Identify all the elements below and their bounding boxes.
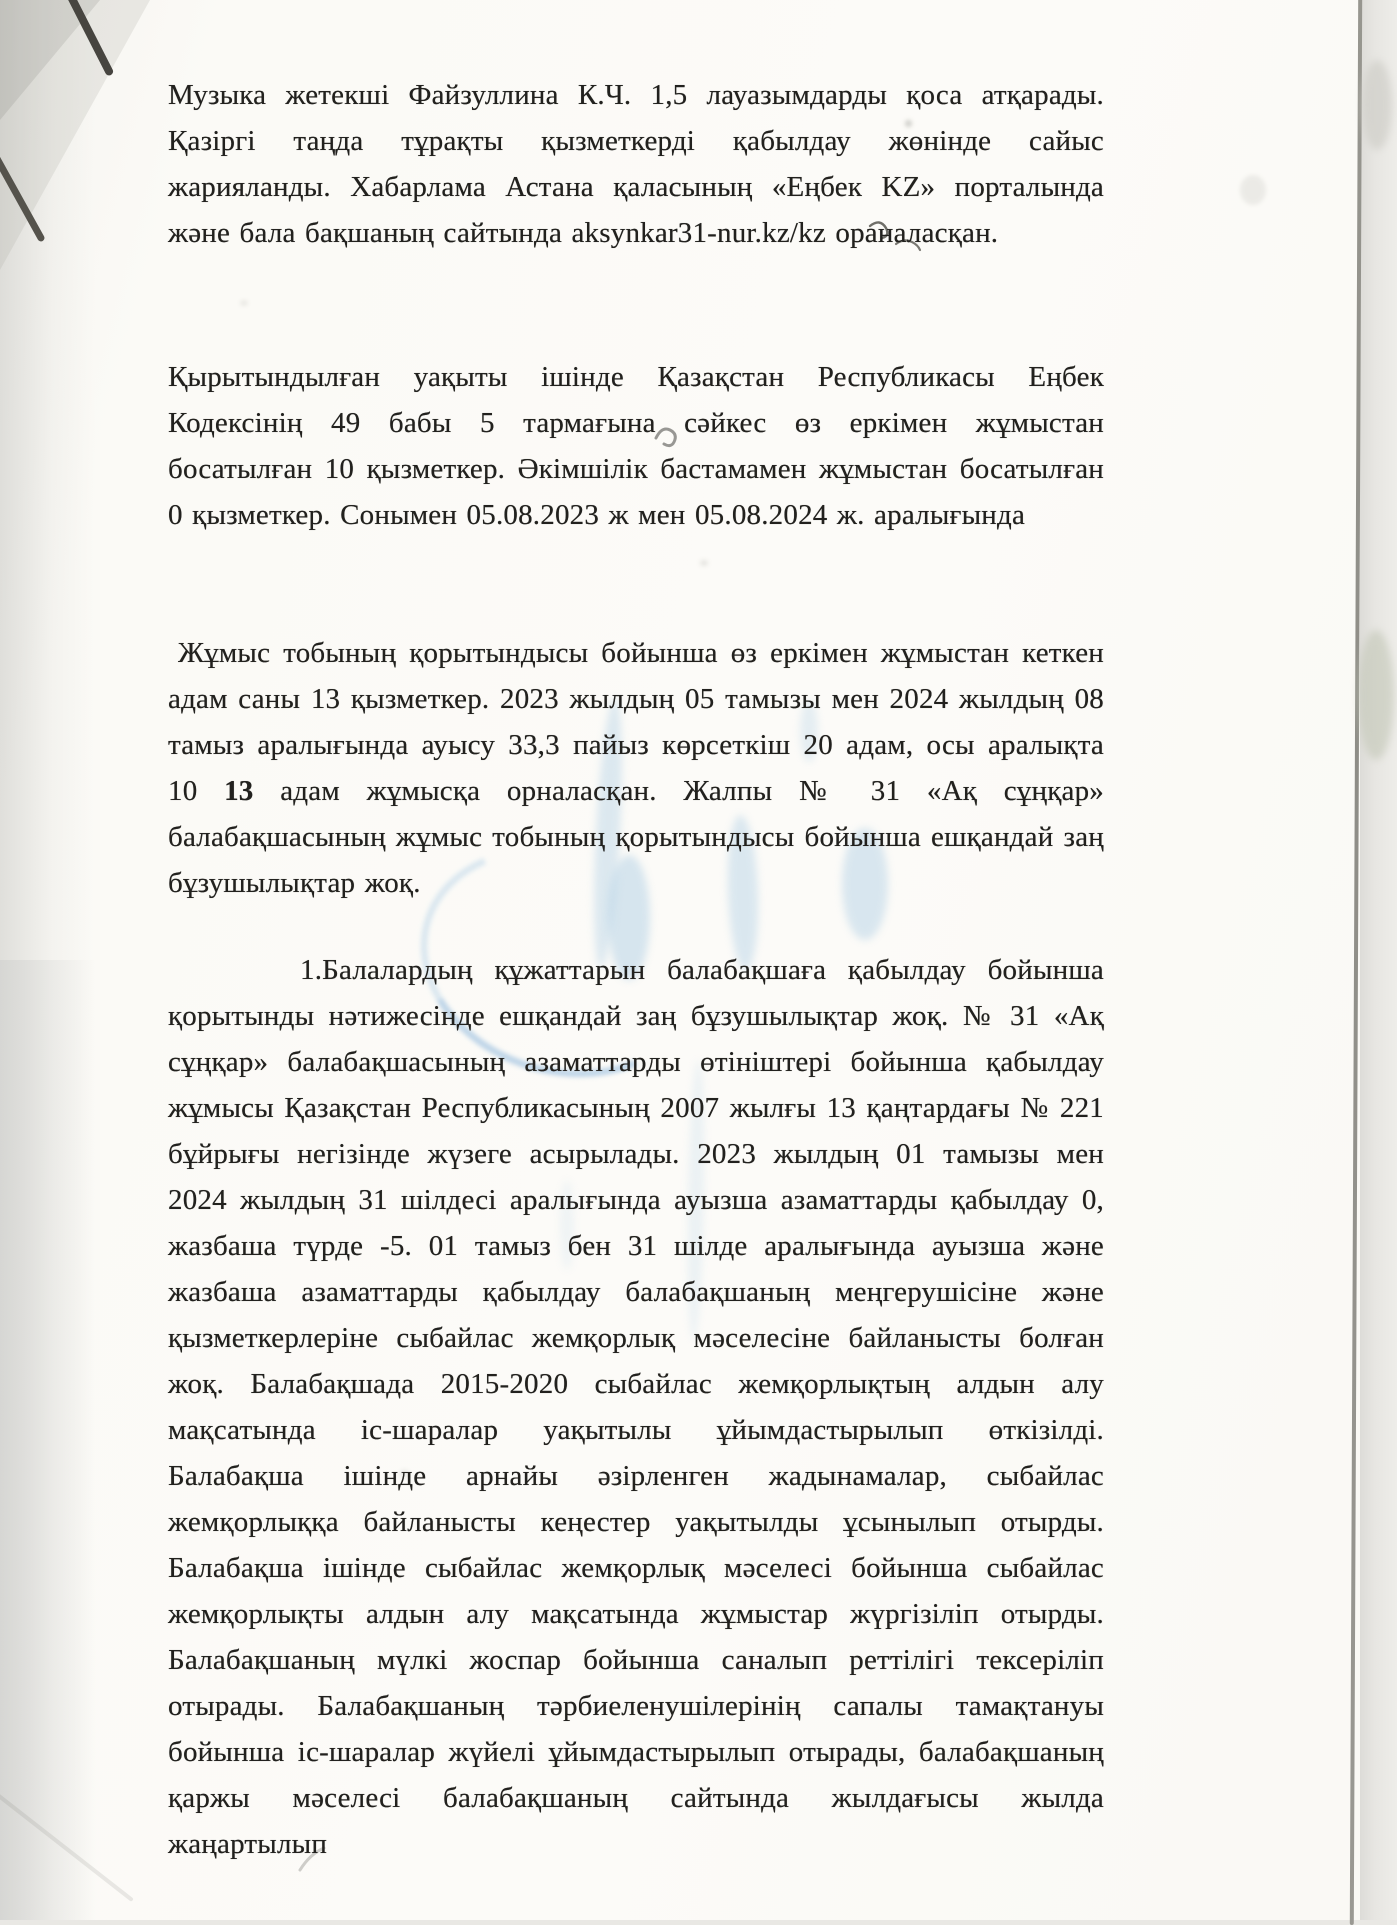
paragraph-labor-code-dismissals: Қырытындылған уақыты ішінде Қазақстан Республикасы Еңбек Кодексінің 49 бабы 5 тармағына сәйкес өз еркімен жұмыстан босатылған 10 қызметкер. Әкімшілік бастамамен жұмыстан босатылған 0 қызметкер. Сонымен 05.08.2023 ж мен 05.08.2024 ж. аралығында xyxy=(168,361,1104,531)
paper-speck xyxy=(1240,175,1266,205)
left-edge-shading-lower xyxy=(0,960,120,1920)
paper-speck xyxy=(240,300,248,306)
bold-number: 13 xyxy=(224,775,254,807)
paper-speck xyxy=(700,560,708,566)
paragraph-admission-and-anticorruption: 1.Балалардың құжаттарын балабақшаға қабылдау бойынша қорытынды нәтижесінде ешқандай заң бұзушылықтар жоқ. № 31 «Ақ сұңқар» балабақшасының азаматтарды өтініштері бойынша қабылдау жұмысы Қазақстан Республикасының 2007 жылғы 13 қаңтардағы № 221 бұйрығы негізінде жүзеге асырылады. 2023 жылдың 01 тамызы мен 2024 жылдың 31 шілдесі аралығында ауызша азаматтарды қабылдау 0, жазбаша түрде -5. 01 тамыз бен 31 шілде аралығында ауызша және жазбаша азаматтарды қабылдау балабақшаның меңгерушісіне және қызметкерлеріне сыбайлас жемқорлық мәселесіне байланысты болған жоқ. Балабақшада 2015-2020 сыбайлас жемқорлықтың алдын алу мақсатында іс-шаралар уақытылы ұйымдастырылып өткізілді. Балабақша ішінде арнайы әзірленген жадынамалар, сыбайлас жемқорлыққа байланысты кеңестер уақытылды ұсынылып отырды. Балабақша ішінде сыбайлас жемқорлық мәселесі бойынша сыбайлас жемқорлықты алдын алу мақсатында жұмыстар жүргізіліп отырды. Балабақшаның мүлкі жоспар бойынша саналып реттілігі тексеріліп отырады. Балабақшаның тәрбиеленушілерінің сапалы тамақтануы бойынша іс-шаралар жүйелі ұйымдастырылып отырады, балабақшаның қаржы мәселесі балабақшаның сайтында жылдағысы жылда жаңартылып xyxy=(168,954,1104,1860)
paragraph-working-group-results xyxy=(168,630,1104,906)
paragraph-text: адам жұмысқа орналасқан. Жалпы № 31 «Ақ сұңқар» балабақшасының жұмыс тобының қорытындысы бойынша ешқандай заң бұзушылықтар жоқ. xyxy=(168,775,1104,899)
edge-smudge xyxy=(1362,60,1392,150)
edge-smudge xyxy=(1358,630,1394,760)
paragraph-text: Жұмыс тобының қорытындысы бойынша өз еркімен жұмыстан кеткен адам саны 13 қызметкер. 2023 жылдың 05 тамызы мен 2024 жылдың 08 тамыз аралығында ауысу 33,3 пайыз көрсеткіш 20 адам, осы аралықта 10 xyxy=(168,637,1104,807)
scanner-background-strip xyxy=(1360,0,1397,1920)
paragraph-music-supervisor: Музыка жетекші Файзуллина К.Ч. 1,5 лауазымдарды қоса атқарады. Қазіргі таңда тұрақты қызметкерді қабылдау жөнінде сайыс жарияланды. Хабарлама Астана қаласының «Еңбек KZ» порталында және бала бақшаның сайтында aksynkar31-nur.kz/kz ораналасқан. xyxy=(168,79,1104,249)
